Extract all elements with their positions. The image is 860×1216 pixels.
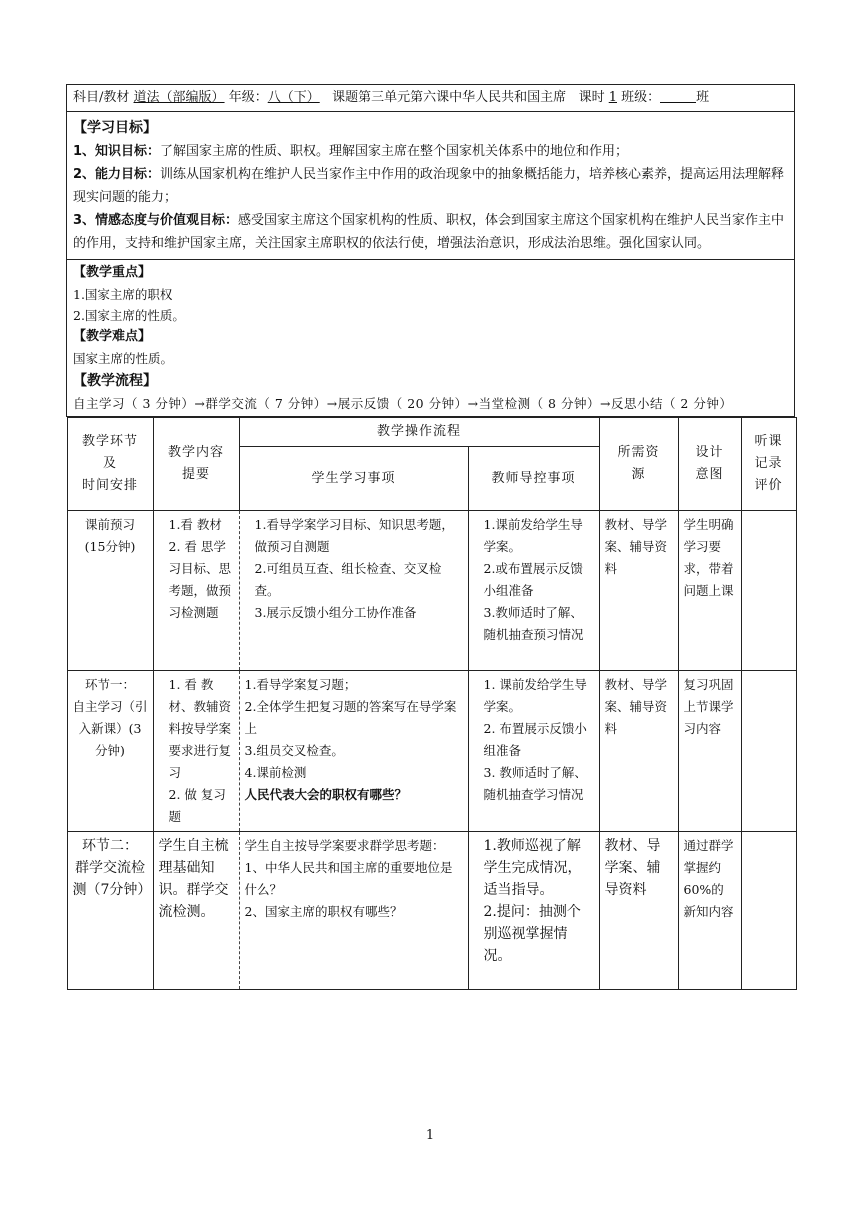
header-teacher: 教师导控事项 — [468, 447, 599, 511]
grade-value: 八（下） — [267, 90, 320, 105]
emotion-objective: 3、情感态度与价值观目标：感受国家主席这个国家机构的性质、职权，体会到国家主席这个国家机构在维护人民当家作主中的作用，支持和维护国家主席，关注国家主席职权的依法行使，增强法治意识，形成法治思维。强化国家认同。 — [73, 213, 785, 251]
subject-value: 道法（部编版） — [133, 90, 225, 105]
eval-cell — [741, 832, 796, 990]
teacher-cell: 1.教师巡视了解学生完成情况，适当指导。 2.提问：抽测个别巡视掌握情况。 — [468, 832, 599, 990]
knowledge-objective: 1、知识目标：了解国家主席的性质、职权。理解国家主席在整个国家机关体系中的地位和作用； — [73, 144, 629, 159]
header-flow: 教学操作流程 — [239, 418, 599, 447]
resources-cell: 教材、导学案、辅导资料 — [599, 671, 678, 832]
stage-cell: 课前预习 (15分钟) — [67, 511, 153, 671]
header-stage: 教学环节 及 时间安排 — [67, 418, 153, 511]
class-suffix: 班 — [696, 90, 710, 105]
key-point-item: 2.国家主席的性质。 — [73, 308, 185, 323]
student-cell: 1.看导学案复习题； 2.全体学生把复习题的答案写在导学案上 3.组员交叉检查。 4.课前检测 人民代表大会的职权有哪些？ — [239, 671, 468, 832]
content-cell: 1. 看 教材、教辅资料按导学案要求进行复习 2. 做 复习题 — [153, 671, 239, 832]
content-cell: 1.看 教材 2. 看 思学习目标、思考题，做预习检测题 — [153, 511, 239, 671]
page-number: 1 — [425, 1128, 435, 1143]
ability-objective: 2、能力目标：训练从国家机构在维护人民当家作主中作用的政治现象中的抽象概括能力，培养核心素养，提高运用法理解释现实问题的能力； — [73, 167, 785, 205]
period-label: 课时 — [578, 90, 605, 105]
design-cell: 复习巩固上节课学习内容 — [678, 671, 741, 832]
table-row — [67, 671, 796, 832]
teacher-cell: 1.课前发给学生导学案。 2.或布置展示反馈小组准备 3.教师适时了解、随机抽查预习情况 — [468, 511, 599, 671]
course-info-row — [67, 85, 795, 112]
header-content: 教学内容 提要 — [153, 418, 239, 511]
difficulties-text: 国家主席的性质。 — [73, 351, 174, 366]
header-design: 设计 意图 — [678, 418, 741, 511]
key-points-section — [67, 260, 795, 417]
difficulties-title: 【教学难点】 — [73, 329, 152, 344]
grade-label: 年级： — [228, 90, 268, 105]
design-cell: 学生明确学习要求，带着问题上课 — [678, 511, 741, 671]
process-title: 【教学流程】 — [73, 373, 157, 389]
header-student: 学生学习事项 — [239, 447, 468, 511]
table-row — [67, 832, 796, 990]
teacher-cell: 1. 课前发给学生导学案。 2. 布置展示反馈小组准备 3. 教师适时了解、随机抽查学习情况 — [468, 671, 599, 832]
procedure-table — [67, 417, 797, 990]
process-flow: 自主学习（ 3 分钟）→群学交流（ 7 分钟）→展示反馈（ 20 分钟）→当堂检测（ 8 分钟）→反思小结（ 2 分钟） — [73, 396, 733, 411]
objectives-section — [67, 112, 795, 260]
key-point-item: 1.国家主席的职权 — [73, 287, 173, 302]
class-blank — [660, 88, 696, 103]
lesson-plan-table — [66, 84, 795, 990]
header-resources: 所需资 源 — [599, 418, 678, 511]
topic-label: 课题 — [332, 90, 359, 105]
eval-cell — [741, 671, 796, 832]
table-row — [67, 511, 796, 671]
student-cell: 学生自主按导学案要求群学思考题： 1、中华人民共和国主席的重要地位是什么？ 2、国家主席的职权有哪些？ — [239, 832, 468, 990]
stage-cell: 环节二： 群学交流检测（7分钟） — [67, 832, 153, 990]
subject-label: 科目/教材 — [73, 90, 130, 105]
header-eval: 听课 记录 评价 — [741, 418, 796, 511]
topic-value: 第三单元第六课中华人民共和国主席 — [358, 90, 567, 105]
class-label: 班级： — [621, 90, 661, 105]
content-cell: 学生自主梳理基础知识。群学交流检测。 — [153, 832, 239, 990]
objectives-title: 【学习目标】 — [73, 120, 157, 136]
eval-cell — [741, 511, 796, 671]
period-value: 1 — [608, 90, 617, 105]
resources-cell: 教材、导学案、辅导资料 — [599, 511, 678, 671]
key-points-title: 【教学重点】 — [73, 265, 152, 280]
design-cell: 通过群学掌握约60%的新知内容 — [678, 832, 741, 990]
lesson-plan-page — [66, 84, 795, 990]
student-cell: 1.看导学案学习目标、知识思考题，做预习自测题 2.可组员互查、组长检查、交叉检查。 3.展示反馈小组分工协作准备 — [239, 511, 468, 671]
stage-cell: 环节一： 自主学习（引入新课）(3分钟) — [67, 671, 153, 832]
resources-cell: 教材、导学案、辅导资料 — [599, 832, 678, 990]
